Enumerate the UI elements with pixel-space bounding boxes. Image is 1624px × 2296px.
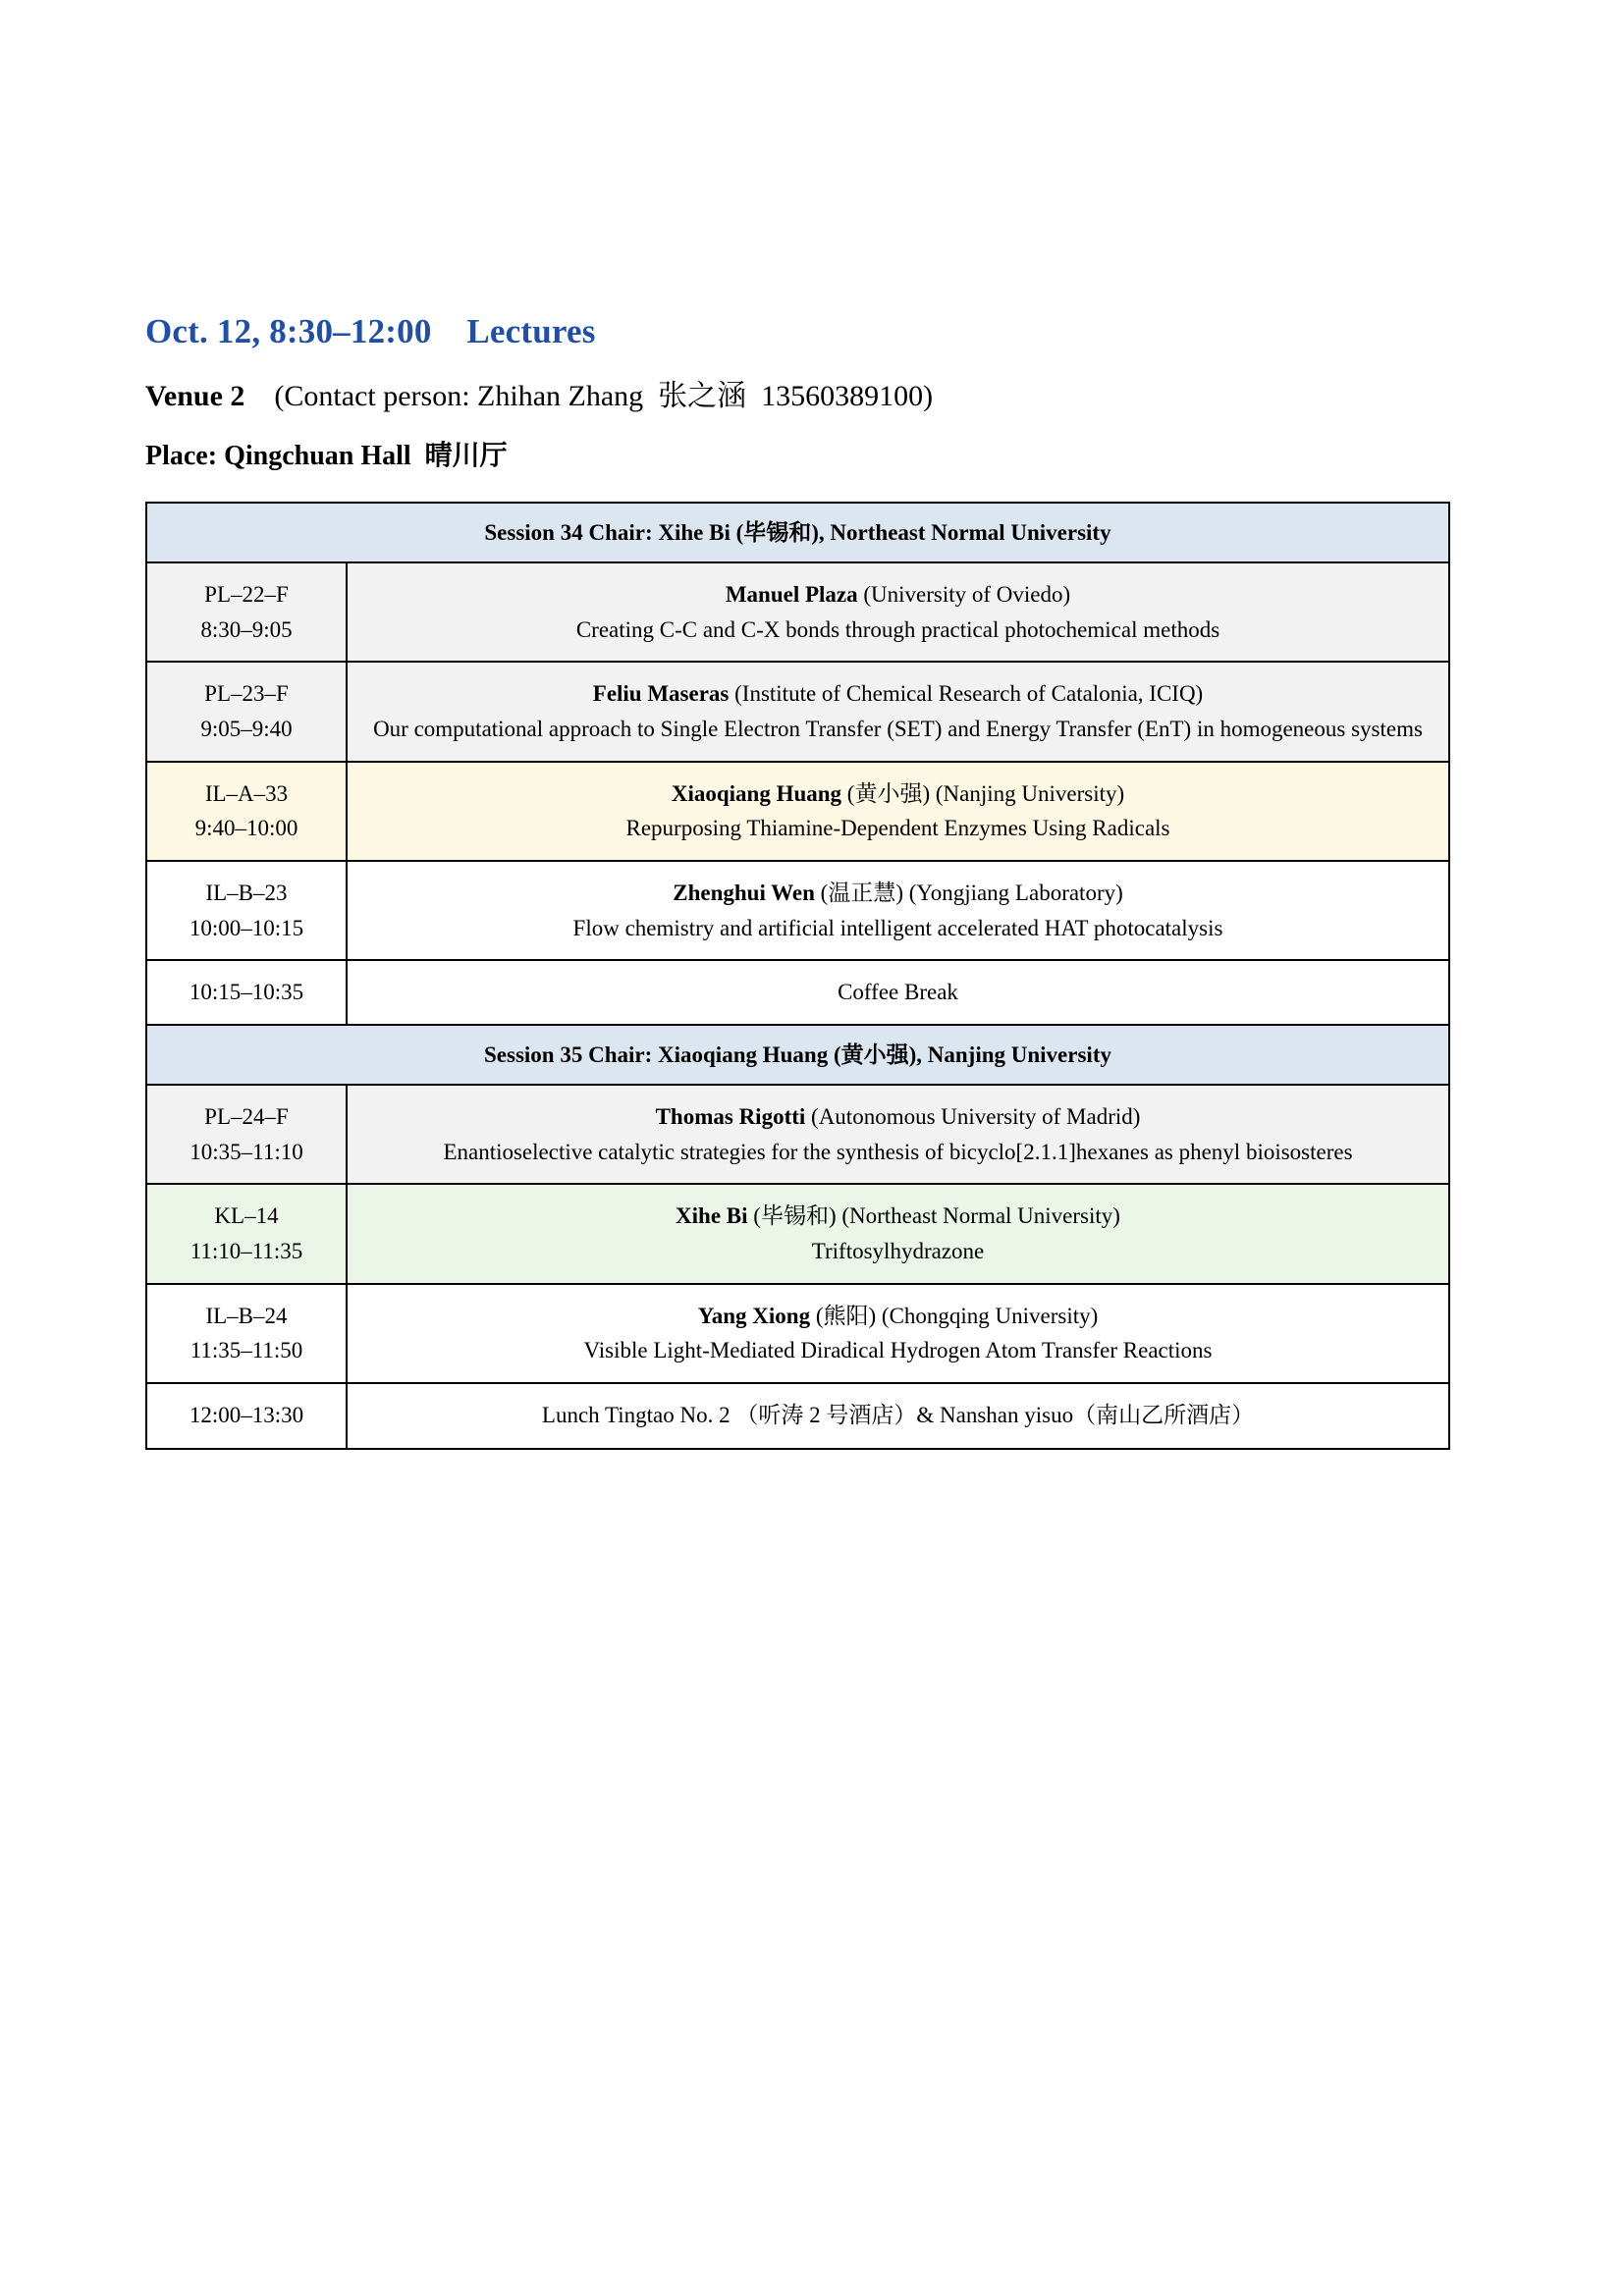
row-speaker: Feliu Maseras xyxy=(592,681,730,707)
row-code-cell xyxy=(146,861,347,960)
session-header-row xyxy=(146,1025,1449,1085)
table-row xyxy=(146,1184,1449,1283)
row-talk-title: Flow chemistry and artificial intelligent accelerated HAT photocatalysis xyxy=(572,915,1223,940)
lunch-cell xyxy=(347,1383,1449,1449)
row-time: 9:40–10:00 xyxy=(194,816,298,841)
row-code: IL–B–23 xyxy=(205,881,288,906)
row-code-cell xyxy=(146,562,347,662)
row-affiliation: (University of Oviedo) xyxy=(857,582,1071,608)
table-row xyxy=(146,861,1449,960)
row-talk-title: Creating C-C and C-X bonds through practical photochemical methods xyxy=(575,616,1220,642)
table-row xyxy=(146,1085,1449,1184)
row-speaker: Manuel Plaza xyxy=(725,582,858,608)
row-code-cell xyxy=(146,1383,347,1449)
row-speaker-line xyxy=(355,577,1440,613)
row-code: KL–14 xyxy=(214,1203,279,1229)
row-affiliation: (毕锡和) (Northeast Normal University) xyxy=(747,1203,1120,1229)
row-time: 8:30–9:05 xyxy=(200,616,293,642)
row-detail-cell xyxy=(347,762,1449,861)
session-header-35: Session 35 Chair: Xiaoqiang Huang (黄小强), Nanjing University xyxy=(146,1025,1449,1085)
table-row xyxy=(146,662,1449,761)
row-speaker-line xyxy=(355,876,1440,911)
row-talk-title: Enantioselective catalytic strategies for the synthesis of bicyclo[2.1.1]hexanes as phenyl bioisosteres xyxy=(443,1139,1353,1164)
row-time: 10:35–11:10 xyxy=(189,1139,303,1164)
page-title: Oct. 12, 8:30–12:00 Lectures xyxy=(145,312,596,350)
row-speaker: Xiaoqiang Huang xyxy=(671,780,842,806)
row-affiliation: (黄小强) (Nanjing University) xyxy=(841,780,1125,806)
row-detail-cell xyxy=(347,562,1449,662)
row-detail-cell xyxy=(347,861,1449,960)
row-talk-title: Triftosylhydrazone xyxy=(811,1238,985,1263)
row-code: IL–A–33 xyxy=(204,780,289,806)
row-detail-cell xyxy=(347,1184,1449,1283)
row-time: 11:10–11:35 xyxy=(189,1238,303,1263)
coffee-break-label: Coffee Break xyxy=(347,960,1449,1025)
lunch-label: Lunch xyxy=(541,1402,600,1427)
row-affiliation: (熊阳) (Chongqing University) xyxy=(810,1303,1099,1328)
row-speaker-line xyxy=(355,776,1440,812)
row-talk-title: Visible Light-Mediated Diradical Hydrogen Atom Transfer Reactions xyxy=(583,1338,1213,1363)
session-header-row xyxy=(146,503,1449,562)
venue-contact: (Contact person: Zhihan Zhang 张之涵 13560389100) xyxy=(244,379,934,412)
row-speaker: Thomas Rigotti xyxy=(655,1104,806,1129)
schedule-table xyxy=(145,502,1450,1450)
venue-line xyxy=(145,377,1481,415)
row-talk-title: Our computational approach to Single Electron Transfer (SET) and Energy Transfer (EnT) in homogeneous systems xyxy=(373,717,1423,742)
row-talk-title: Repurposing Thiamine-Dependent Enzymes Using Radicals xyxy=(625,816,1170,841)
row-time: 11:35–11:50 xyxy=(189,1338,303,1363)
row-speaker-line xyxy=(355,676,1440,712)
row-detail-cell xyxy=(347,1284,1449,1383)
row-code: PL–22–F xyxy=(204,582,289,608)
row-time: 10:00–10:15 xyxy=(189,915,304,940)
row-code: IL–B–24 xyxy=(205,1303,288,1328)
row-code-cell xyxy=(146,762,347,861)
row-speaker-line xyxy=(355,1199,1440,1234)
row-speaker-line xyxy=(355,1099,1440,1135)
session-header-34: Session 34 Chair: Xihe Bi (毕锡和), Northeast Normal University xyxy=(146,503,1449,562)
row-code-cell xyxy=(146,662,347,761)
table-row xyxy=(146,1284,1449,1383)
row-detail-cell xyxy=(347,662,1449,761)
row-affiliation: (Autonomous University of Madrid) xyxy=(805,1104,1141,1129)
row-code-cell xyxy=(146,960,347,1025)
row-code: PL–24–F xyxy=(204,1104,289,1129)
row-speaker: Yang Xiong xyxy=(697,1303,811,1328)
table-row xyxy=(146,762,1449,861)
lunch-detail: Tingtao No. 2 （听涛 2 号酒店）& Nanshan yisuo（南山乙所酒店） xyxy=(605,1402,1255,1427)
row-speaker: Zhenghui Wen xyxy=(673,881,815,906)
row-code: PL–23–F xyxy=(204,681,289,707)
row-speaker: Xihe Bi xyxy=(676,1203,748,1229)
row-detail-cell xyxy=(347,1085,1449,1184)
venue-label: Venue 2 xyxy=(145,379,245,412)
row-code-cell xyxy=(146,1184,347,1283)
row-code-cell xyxy=(146,1284,347,1383)
row-time: 9:05–9:40 xyxy=(200,717,293,742)
row-speaker-line xyxy=(355,1299,1440,1334)
row-time: 10:15–10:35 xyxy=(189,980,304,1005)
row-affiliation: (Institute of Chemical Research of Catalonia, ICIQ) xyxy=(729,681,1204,707)
place-line: Place: Qingchuan Hall 晴川厅 xyxy=(145,440,508,471)
table-row-lunch xyxy=(146,1383,1449,1449)
row-code-cell xyxy=(146,1085,347,1184)
table-row xyxy=(146,562,1449,662)
table-row-break xyxy=(146,960,1449,1025)
row-affiliation: (温正慧) (Yongjiang Laboratory) xyxy=(814,881,1123,906)
document-content xyxy=(145,310,1481,1450)
row-time: 12:00–13:30 xyxy=(189,1403,304,1428)
schedule-table-body xyxy=(146,503,1449,1449)
